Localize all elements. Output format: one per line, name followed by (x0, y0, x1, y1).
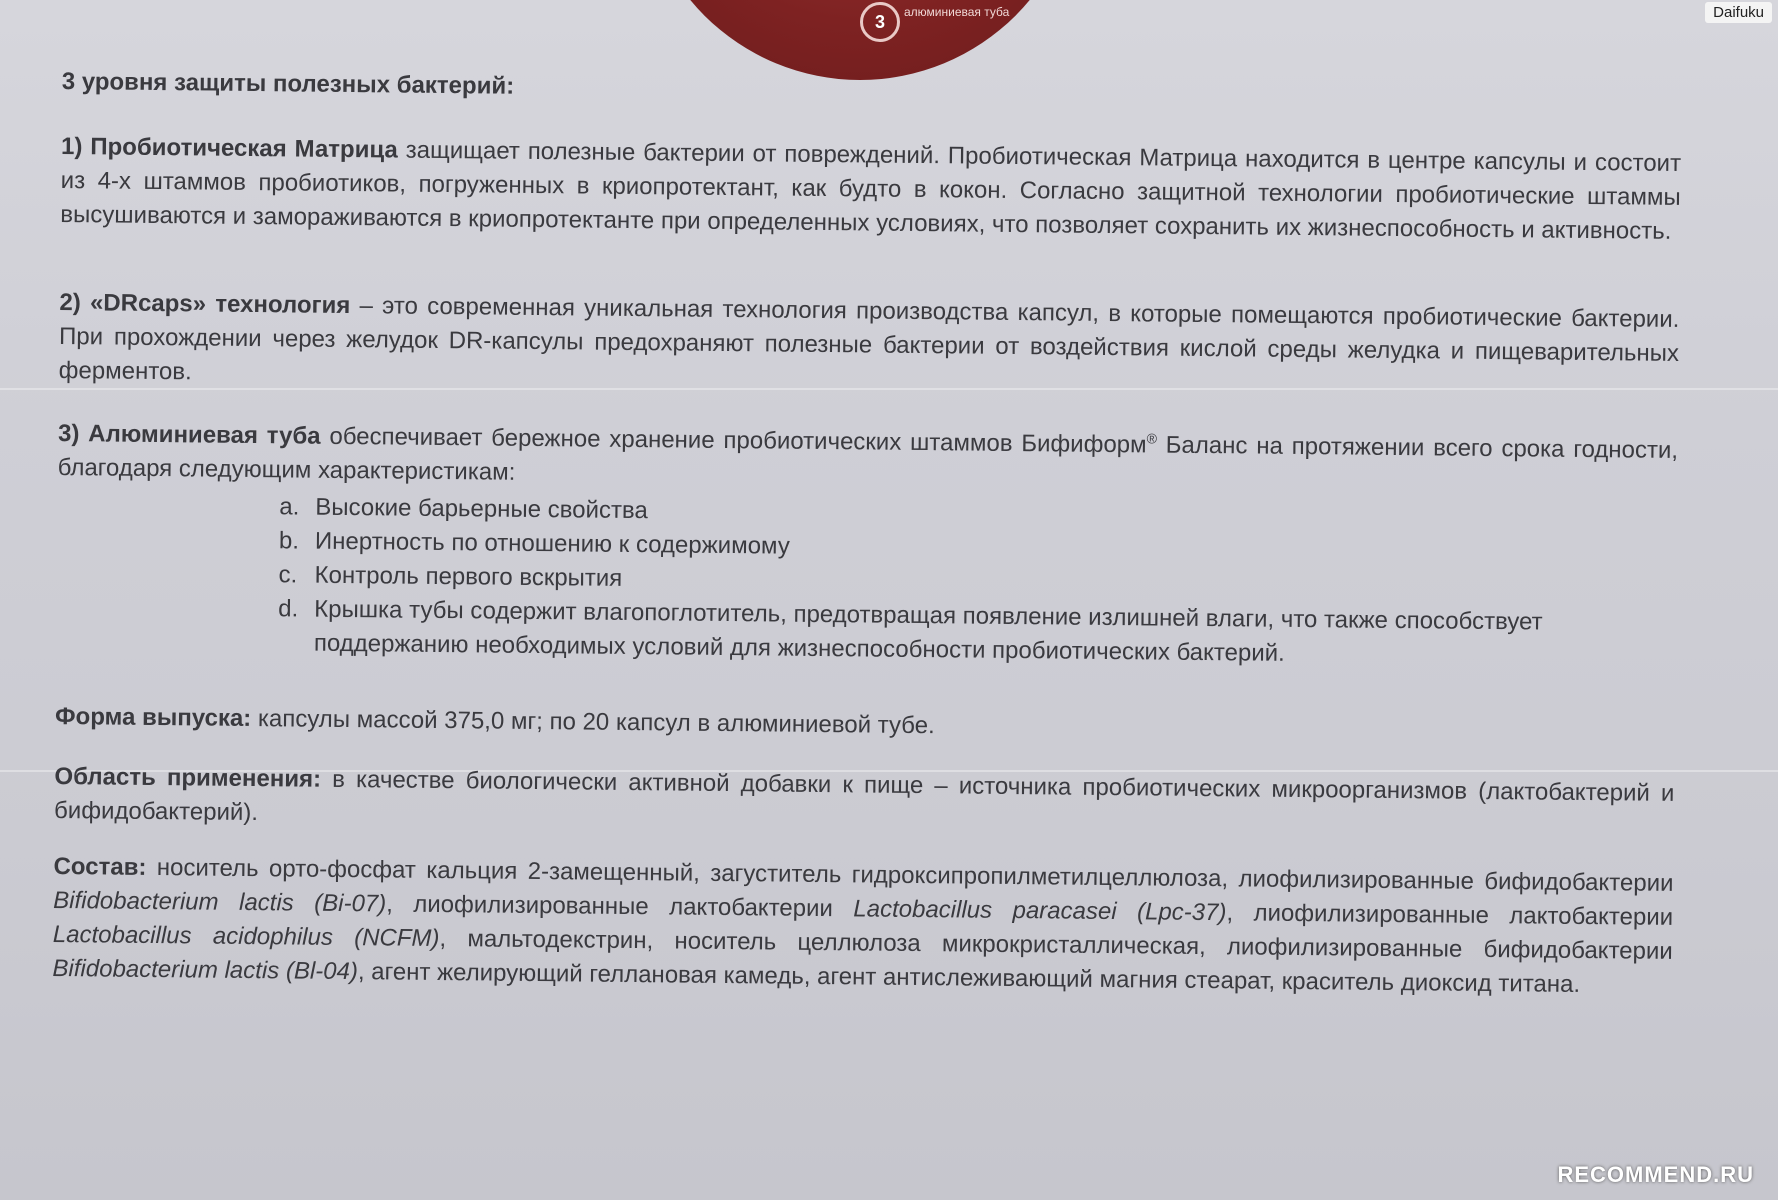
strain-bl04: Bifidobacterium lactis (Bl-04) (52, 954, 359, 986)
circle-label: алюминиевая туба (904, 5, 1010, 19)
paragraph-1-title: 1) Пробиотическая Матрица (60, 132, 398, 164)
tube-features-list (278, 490, 1620, 674)
registered-mark: ® (1146, 430, 1158, 447)
paragraph-3-title: 3) Алюминиевая туба (57, 419, 321, 450)
usage-area-label: Область применения: (54, 762, 322, 793)
paragraph-1 (60, 130, 1681, 249)
strain-lpc37: Lactobacillus paracasei (Lpc-37) (853, 895, 1227, 927)
section-heading: 3 уровня защиты полезных бактерий: (61, 67, 515, 100)
composition: Состав: носитель орто-фосфат кальция 2-замещенный, загуститель гидроксипропилметилцеллюлоза, лиофилизированные бифидобактерии Bifidobacterium lactis (Bi-07), лиофилизированные лактобактерии Lactobacillus paracasei (Lpc-37), лиофилизированные лактобактерии Lactobacillus acidophilus (NCFM), мальтодекстрин, носитель целлюлоза микрокристаллическая, лиофилизированные бифидобактерии Bifidobacterium lactis (Bl-04), агент желирующий геллановая камедь, агент антислеживающий магния стеарат, краситель диоксид титана. (52, 852, 1674, 998)
strain-ncfm: Lactobacillus acidophilus (NCFM) (52, 920, 440, 953)
watermark-top: Daifuku (1705, 2, 1772, 23)
product-circle-graphic (640, 0, 1080, 80)
paragraph-2 (59, 286, 1680, 405)
paragraph-3-text: обеспечивает бережное хранение пробиотических штаммов Бифиформ (320, 422, 1147, 459)
release-form-text: капсулы массой 375,0 мг; по 20 капсул в алюминиевой тубе. (251, 705, 935, 740)
strain-bi07: Bifidobacterium lactis (Bi-07) (53, 886, 387, 918)
watermark-bottom: RECOMMEND.RU (1557, 1162, 1754, 1187)
release-form-label: Форма выпуска: (54, 702, 252, 733)
composition-label: Состав: (53, 852, 147, 881)
list-item: a. Высокие барьерные свойства (279, 493, 648, 525)
paragraph-3-text-end: Баланс на протяжении всего срока годности, благодаря следующим характеристикам: (57, 431, 1679, 486)
list-item: b. Инертность по отношению к содержимому (278, 527, 790, 560)
circle-badge: 3 (860, 2, 900, 42)
list-item: d. Крышка тубы содержит влагопоглотитель, предотвращая появление излишней влаги, что также способствует поддержанию необходимых условий для жизнеспособности пробиотических бактерий. (278, 595, 1543, 667)
paragraph-1-text: защищает полезные бактерии от повреждений. Пробиотическая Матрица находится в центре капсулы и состоит из 4-х штаммов пробиотиков, погруженных в криопротектант, как будто в кокон. Согласно защитной технологии пробиотические штаммы высушиваются и замораживаются в криопротектанте при определенных условиях, что позволяет сохранить их жизнеспособность и активность. (60, 136, 1682, 245)
paragraph-2-text: – это современная уникальная технология производства капсул, в которые помещаются пробиотические бактерии. При прохождении через желудок DR-капсулы предохраняют полезные бактерии от воздействия кислой среды желудка и пищеварительных ферментов. (58, 292, 1680, 386)
usage-area (54, 760, 1675, 845)
usage-area-text: в качестве биологически активной добавки к пище – источника пробиотических микроорганизмов (лактобактерий и бифидобактерий). (53, 765, 1675, 827)
list-item: c. Контроль первого вскрытия (278, 561, 623, 592)
paragraph-2-title: 2) «DRcaps» технология (59, 288, 351, 320)
release-form (55, 700, 1675, 751)
paragraph-3 (58, 410, 1679, 502)
